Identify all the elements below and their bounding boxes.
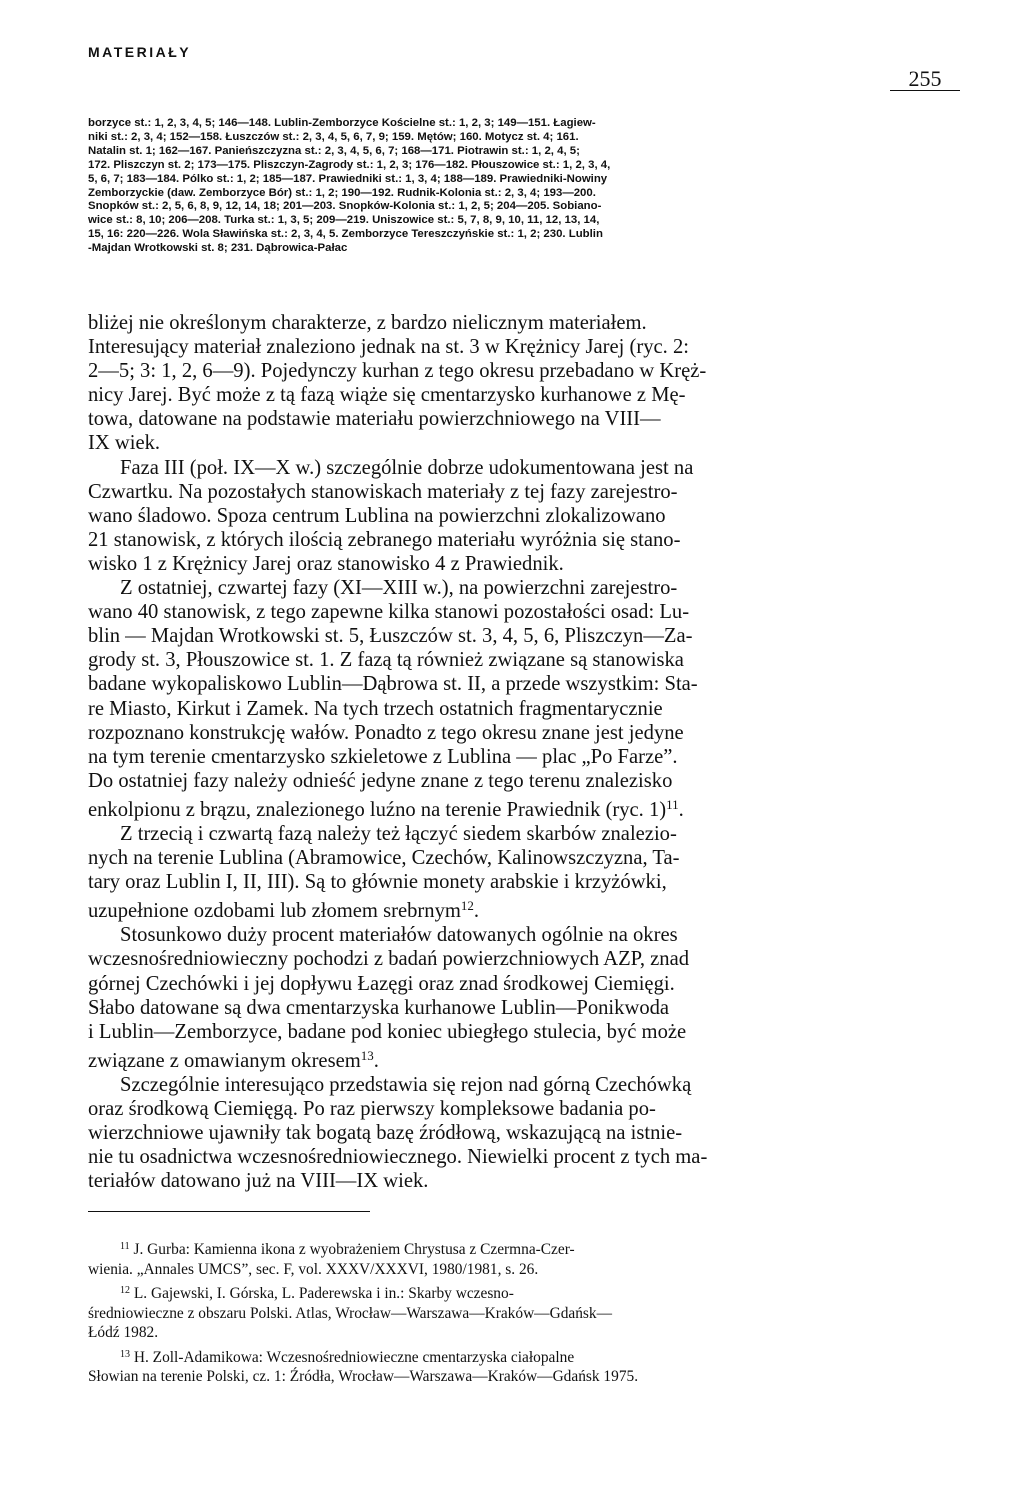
footnote-reference: 13 [360,1047,374,1063]
site-list-line: Natalin st. 1; 162—167. Panieńszczyzna st.: 2, 3, 4, 5, 6, 7; 168—171. Piotrawin st.: 1, 2, 4, 5; [88,144,580,157]
body-line-text: Stosunkowo duży procent materiałów datowanych ogólnie na okres [120,924,678,947]
footnote-reference: 12 [460,898,474,914]
body-line [88,600,938,624]
body-line-text: 21 stanowisk, z których ilością zebranego materiału wyróżnia się stano- [88,528,681,551]
body-line-text: wczesnośredniowieczny pochodzi z badań powierzchniowych AZP, znad [88,948,690,971]
site-list-line: Zemborzyckie (daw. Zemborzyce Bór) st.: 1, 2; 190—192. Rudnik-Kolonia st.: 2, 3, 4; 193—200. [88,186,596,199]
body-line-punct: . [678,798,684,821]
footnote-number: 13 [120,1348,130,1360]
body-line-text: Interesujący materiał znaleziono jednak na st. 3 w Krężnicy Jarej (ryc. 2: [88,336,689,359]
footnote-reference: 11 [666,796,679,812]
running-head: MATERIAŁY [88,44,192,60]
body-line-text: grody st. 3, Płouszowice st. 1. Z fazą tą również związane są stanowiska [88,649,684,672]
body-line [88,528,938,552]
body-line [88,648,938,672]
body-line-text: Faza III (poł. IX—X w.) szczególnie dobrze udokumentowana jest na [120,456,694,479]
body-line-text: towa, datowane na podstawie materiału powierzchniowego na VIII— [88,408,661,431]
footnote-line [88,1304,938,1324]
body-line [88,923,938,947]
body-line [88,745,938,769]
footnote-text: J. Gurba: Kamienna ikona z wyobrażeniem Chrystusa z Czermna-Czer- [133,1241,575,1258]
body-line [88,311,938,335]
footnote-line [88,1281,938,1304]
footnote-11 [88,1237,938,1279]
body-line [88,846,938,870]
footnote-text: Łódź 1982. [88,1324,159,1341]
body-line [88,1073,938,1097]
footnote-line [88,1367,938,1387]
site-list-line: Snopków st.: 2, 5, 6, 8, 9, 12, 14, 18; 201—203. Snopków-Kolonia st.: 1, 2, 5; 204—205. Sobiano- [88,200,602,213]
page-number-rule [890,90,960,91]
body-line [88,947,938,971]
site-list-line: 5, 6, 7; 183—184. Pólko st.: 1, 2; 185—187. Prawiedniki st.: 1, 3, 4; 188—189. Prawiedniki-Nowiny [88,172,608,185]
body-line-text: nicy Jarej. Być może z tą fazą wiąże się cmentarzysko kurhanowe z Mę- [88,384,686,407]
body-line-text: oraz środkową Ciemięgą. Po raz pierwszy kompleksowe badania po- [88,1098,656,1120]
body-line-text: enkolpionu z brązu, znalezionego luźno na terenie Prawiednik (ryc. 1) [88,798,667,821]
body-line [88,672,938,696]
body-line-text: Czwartku. Na pozostałych stanowiskach materiały z tej fazy zarejestro- [88,480,678,503]
body-line [88,504,938,528]
body-line-text: Z trzecią i czwartą fazą należy też łączyć siedem skarbów znalezio- [120,822,677,845]
body-line-punct: . [373,1049,379,1072]
body-line [88,721,938,745]
body-line-text: wano 40 stanowisk, z tego zapewne kilka stanowi pozostałości osad: Lu- [88,601,690,624]
body-line-text: Do ostatniej fazy należy odnieść jedyne znane z tego terenu znalezisko [88,769,673,792]
site-list-line: borzyce st.: 1, 2, 3, 4, 5; 146—148. Lublin-Zemborzyce Kościelne st.: 1, 2, 3; 149—151. Łagiew- [88,117,596,129]
body-line-text: Słabo datowane są dwa cmentarzyska kurhanowe Lublin—Ponikwoda [88,996,670,1019]
footnote-line [88,1323,938,1343]
body-line [88,894,938,923]
body-line [88,576,938,600]
body-line [88,870,938,894]
footnote-13 [88,1345,938,1387]
footnote-separator [88,1211,370,1212]
body-line-text: IX wiek. [88,432,161,455]
body-line [88,456,938,480]
footnotes [88,1237,938,1389]
site-list-line: 172. Pliszczyn st. 2; 173—175. Pliszczyn-Zagrody st.: 1, 2, 3; 176—182. Płouszowice st.: 1, 2, 3, 4, [88,158,611,171]
body-line-text: re Miasto, Kirkut i Zamek. Na tych trzech ostatnich fragmentarycznie [88,697,663,720]
footnote-line [88,1345,938,1368]
body-line-text: 2—5; 3: 1, 2, 6—9). Pojedynczy kurhan z tego okresu przebadano w Kręż- [88,360,707,383]
body-line-text: wisko 1 z Krężnicy Jarej oraz stanowisko 4 z Prawiednik. [88,552,564,575]
footnote-text: średniowieczne z obszaru Polski. Atlas, Wrocław—Warszawa—Kraków—Gdańsk— [88,1304,612,1322]
site-list-line: -Majdan Wrotkowski st. 8; 231. Dąbrowica-Pałac [88,242,348,255]
body-line [88,552,938,576]
body-line [88,431,938,455]
body-line-text: nych na terenie Lublina (Abramowice, Czechów, Kalinowszczyzna, Ta- [88,847,680,870]
body-line [88,335,938,359]
body-line-text: i Lublin—Zemborzyce, badane pod koniec ubiegłego stulecia, być może [88,1020,687,1043]
site-list-line: 15, 16: 220—226. Wola Sławińska st.: 2, 3, 4, 5. Zemborzyce Tereszczyńskie st.: 1, 2; 230. Lublin [88,228,603,241]
body-line [88,769,938,793]
body-line-text: nie tu osadnictwa wczesnośredniowiecznego. Niewielki procent z tych ma- [88,1146,708,1169]
body-line [88,1044,938,1073]
body-line-text: tary oraz Lublin I, II, III). Są to głównie monety arabskie i krzyżówki, [88,871,667,894]
body-line-text: wierzchniowe ujawniły tak bogatą bazę źródłową, wskazującą na istnie- [88,1122,683,1145]
body-line-text: teriałów datowano już na VIII—IX wiek. [88,1170,429,1193]
footnote-text: H. Zoll-Adamikowa: Wczesnośredniowieczne cmentarzyska ciałopalne [133,1348,575,1366]
body-text [88,311,938,1193]
body-line-text: uzupełnione ozdobami lub złomem srebrnym [88,900,461,923]
footnote-12 [88,1281,938,1343]
page-number: 255 [908,66,942,91]
footnote-text: L. Gajewski, I. Górska, L. Paderewska i in.: Skarby wczesno- [133,1285,514,1302]
body-line-text: Szczególnie interesująco przedstawia się rejon nad górną Czechówką [120,1073,692,1096]
body-line-text: wano śladowo. Spoza centrum Lublina na powierzchni zlokalizowano [88,504,666,527]
site-list-line: niki st.: 2, 3, 4; 152—158. Łuszczów st.: 2, 3, 4, 5, 6, 7, 9; 159. Mętów; 160. Motycz st. 4; 161. [88,130,579,143]
body-line [88,1169,938,1193]
site-list-line: wice st.: 8, 10; 206—208. Turka st.: 1, 3, 5; 209—219. Uniszowice st.: 5, 7, 8, 9, 10, 11, 12, 13, 14, [88,214,600,227]
body-line-text: związane z omawianym okresem [88,1049,361,1072]
body-line [88,996,938,1020]
body-line [88,1121,938,1145]
body-line [88,383,938,407]
body-line [88,480,938,504]
body-line [88,1097,938,1121]
footnote-line [88,1237,938,1260]
footnote-text: wienia. „Annales UMCS”, sec. F, vol. XXXV/XXXVI, 1980/1981, s. 26. [88,1260,539,1278]
body-line-punct: . [473,900,480,923]
body-line [88,793,938,822]
body-line [88,1145,938,1169]
body-line [88,407,938,431]
body-line-text: rozpoznano konstrukcję wałów. Ponadto z tego okresu znane jest jedyne [88,721,684,744]
body-line-text: blin — Majdan Wrotkowski st. 5, Łuszczów st. 3, 4, 5, 6, Pliszczyn—Za- [88,625,693,648]
body-line-text: na tym terenie cmentarzysko szkieletowe z Lublina — plac „Po Farze”. [88,745,678,768]
body-line-text: bliżej nie określonym charakterze, z bardzo nielicznym materiałem. [88,312,647,334]
body-line [88,359,938,383]
body-line-text: górnej Czechówki i jej dopływu Łazęgi oraz znad środkowej Ciemięgi. [88,972,675,995]
footnote-line [88,1260,938,1280]
body-line [88,697,938,721]
body-line [88,1020,938,1044]
body-line-text: badane wykopaliskowo Lublin—Dąbrowa st. II, a przede wszystkim: Sta- [88,673,698,696]
site-list [88,117,938,256]
body-line-text: Z ostatniej, czwartej fazy (XI—XIII w.), na powierzchni zarejestro- [120,577,678,600]
footnote-text: Słowian na terenie Polski, cz. 1: Źródła, Wrocław—Warszawa—Kraków—Gdańsk 1975. [88,1368,639,1385]
body-line [88,624,938,648]
body-line [88,822,938,846]
footnote-number: 11 [120,1241,130,1252]
footnote-number: 12 [120,1285,130,1296]
body-line [88,972,938,996]
